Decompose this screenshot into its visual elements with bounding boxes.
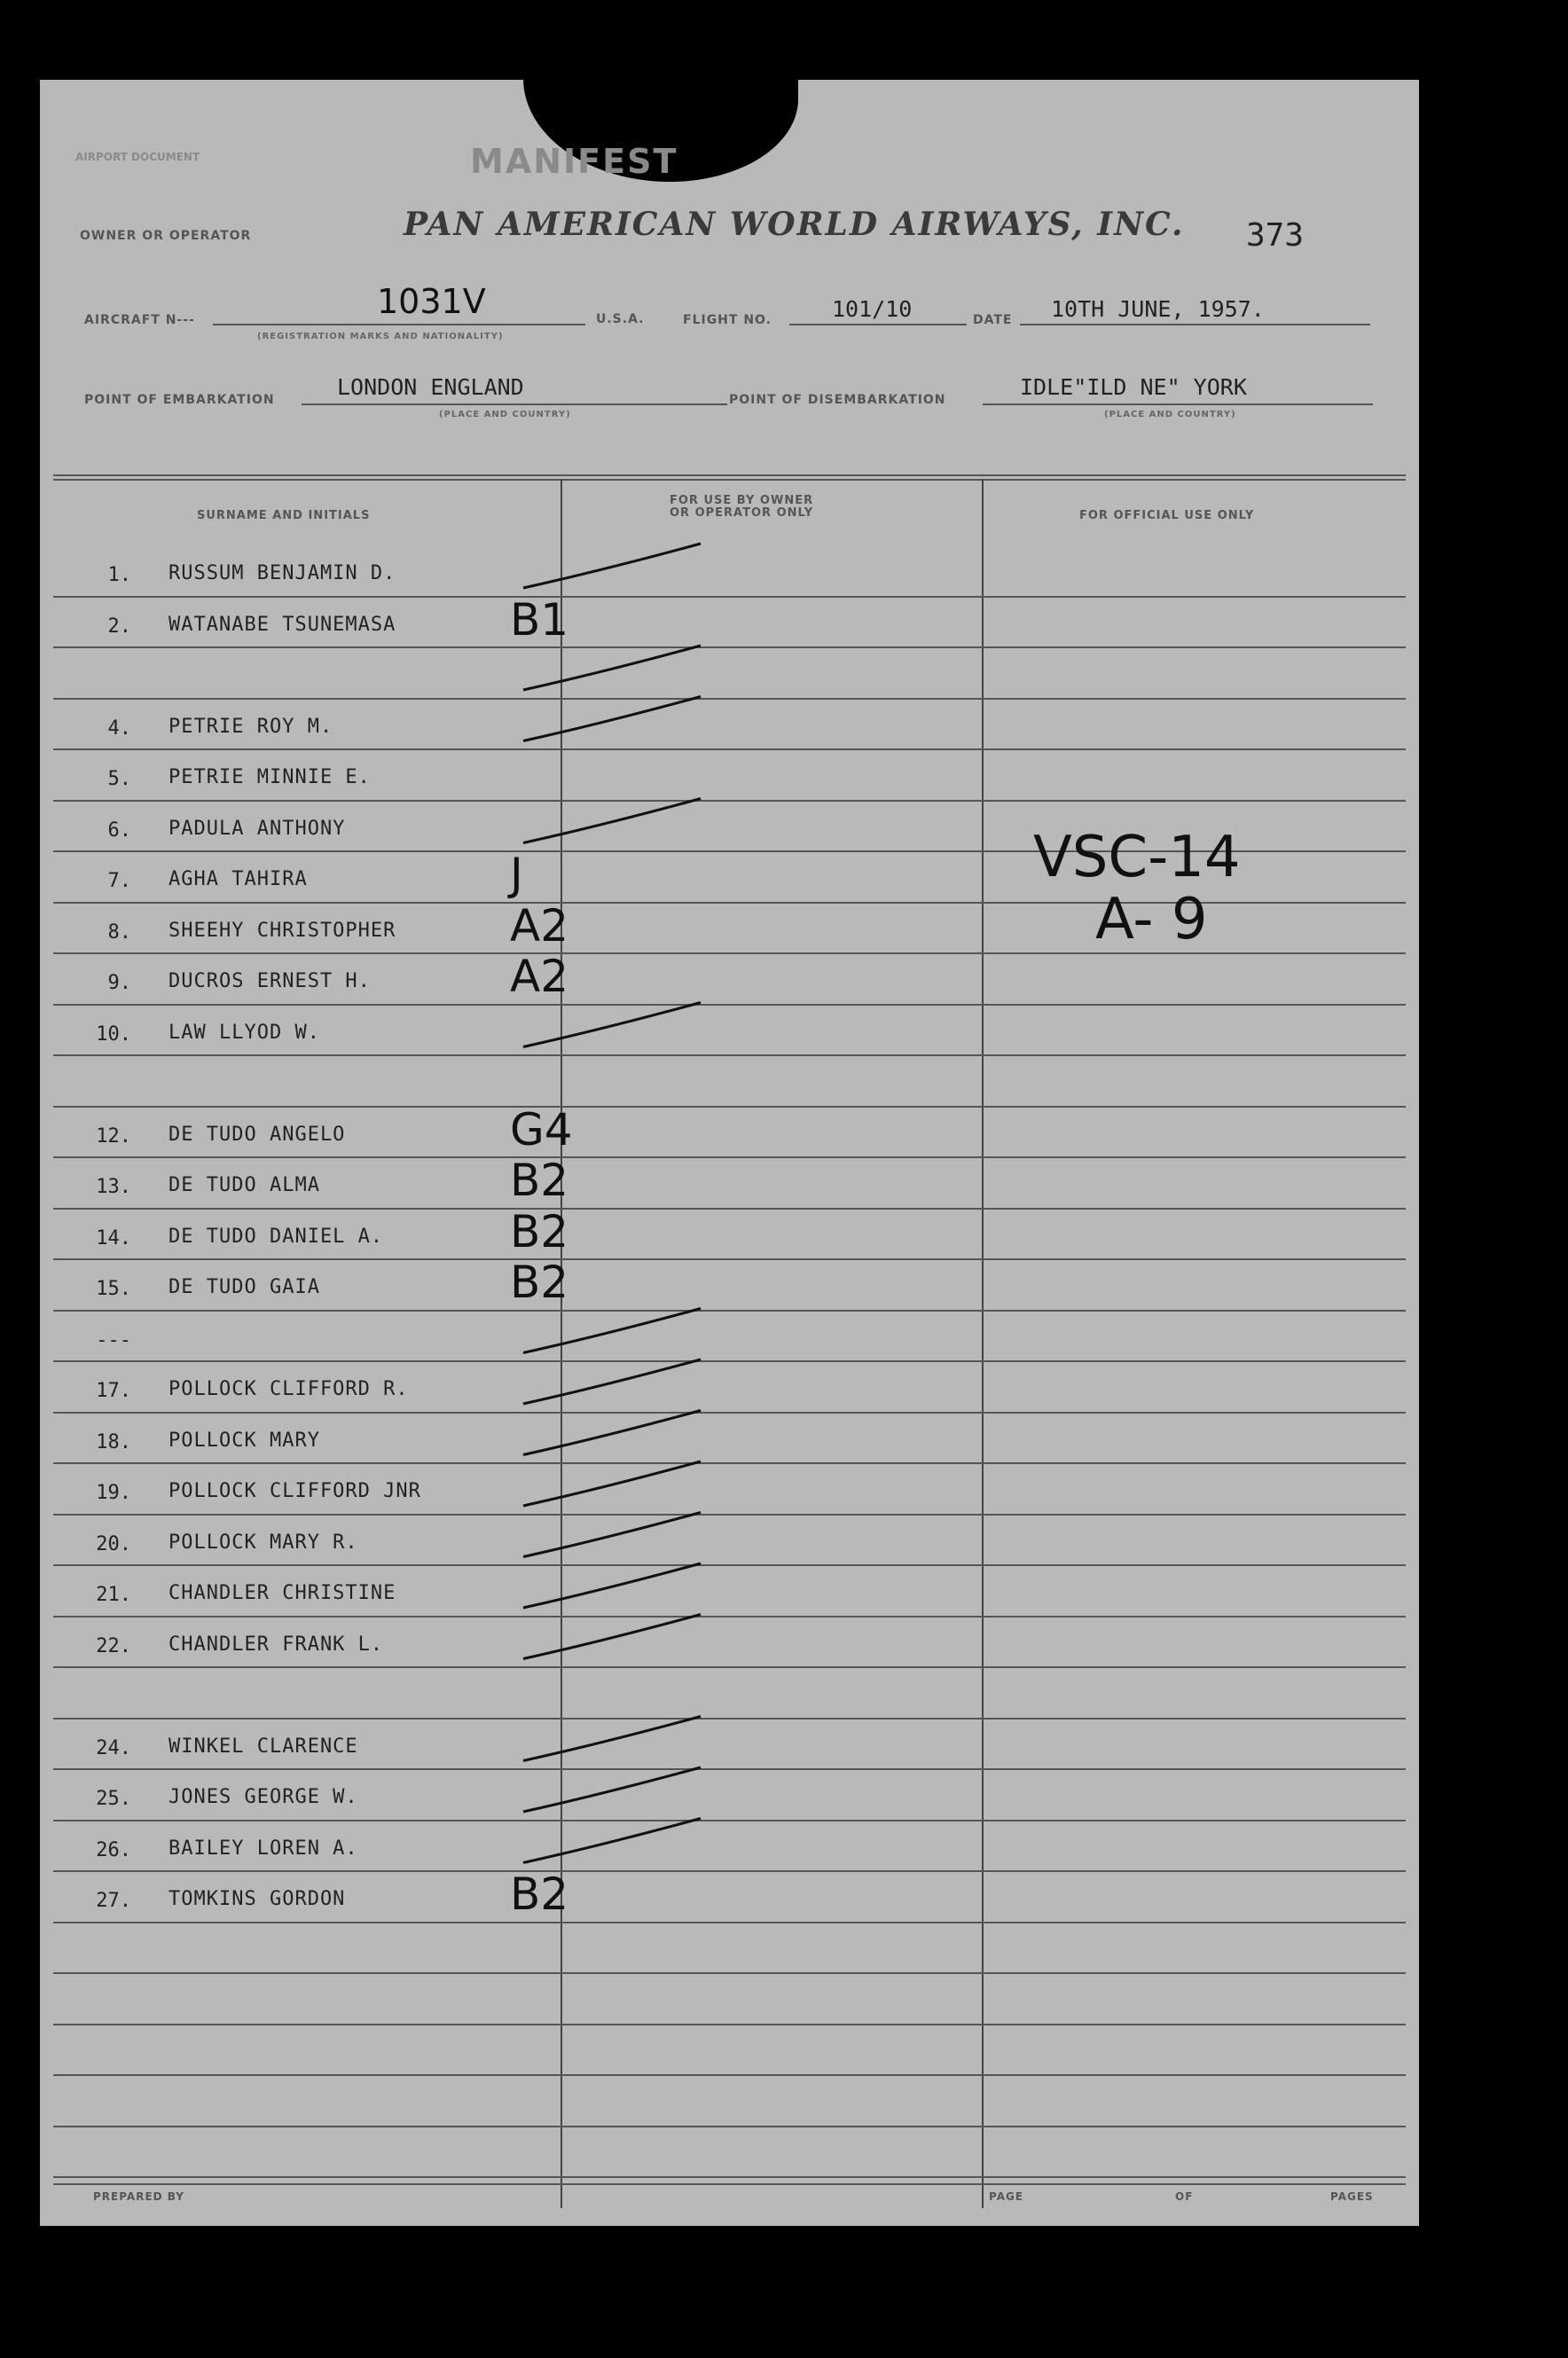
embark-underline [302, 403, 727, 405]
disembark-underline [983, 403, 1373, 405]
row-number: 12. [96, 1124, 131, 1148]
row-rule [53, 1820, 1406, 1821]
page-label: PAGE [989, 2190, 1024, 2203]
row-rule [53, 1054, 1406, 1056]
table-top-rule [53, 474, 1406, 476]
aircraft-underline [213, 324, 585, 325]
row-number: 22. [96, 1634, 131, 1657]
row-number: 21. [96, 1584, 131, 1606]
embark-label: POINT OF EMBARKATION [84, 393, 275, 407]
passenger-name: POLLOCK CLIFFORD R. [169, 1378, 409, 1400]
row-rule [53, 1156, 1406, 1158]
date-value: 10TH JUNE, 1957. [1051, 296, 1265, 322]
passenger-name: DUCROS ERNEST H. [169, 970, 371, 992]
passenger-name: DE TUDO DANIEL A. [169, 1225, 384, 1248]
row-rule [53, 1258, 1406, 1260]
passenger-name: PADULA ANTHONY [169, 817, 346, 840]
passenger-name: CHANDLER FRANK L. [169, 1633, 384, 1656]
row-rule [53, 1616, 1406, 1618]
row-number: 19. [96, 1482, 131, 1504]
row-number: 17. [96, 1380, 131, 1402]
row-number: 2. [107, 615, 131, 638]
row-number: 5. [107, 768, 131, 790]
stamp: AIRPORT DOCUMENT [75, 151, 200, 163]
passenger-name: DE TUDO ANGELO [169, 1123, 346, 1146]
row-number: 4. [107, 717, 131, 740]
embark-place-sub: (PLACE AND COUNTRY) [439, 410, 571, 419]
aircraft-value: 1031V [377, 282, 486, 321]
table-top-rule-2 [53, 479, 1406, 481]
passenger-name: POLLOCK MARY [169, 1429, 320, 1452]
form-title: MANIFEST [470, 142, 678, 181]
disembark-place-sub: (PLACE AND COUNTRY) [1104, 410, 1236, 419]
row-rule [53, 2024, 1406, 2025]
passenger-name: DE TUDO ALMA [169, 1174, 320, 1196]
handwritten-class-code: A2 [510, 899, 569, 952]
flight-underline [789, 324, 967, 325]
disembark-label: POINT OF DISEMBARKATION [729, 393, 946, 407]
footer-rule [53, 2183, 1406, 2185]
passenger-name: WINKEL CLARENCE [169, 1735, 358, 1758]
owner-label: OWNER OR OPERATOR [80, 229, 252, 243]
row-number: 25. [96, 1788, 131, 1810]
row-rule [53, 1514, 1406, 1516]
col-official-header: FOR OFFICIAL USE ONLY [1079, 509, 1255, 522]
row-rule [53, 1922, 1406, 1923]
row-rule [53, 1004, 1406, 1006]
row-number: 27. [96, 1890, 131, 1912]
col-owner-header: FOR USE BY OWNER OR OPERATOR ONLY [670, 494, 814, 520]
row-rule [53, 1870, 1406, 1872]
passenger-name: RUSSUM BENJAMIN D. [169, 562, 396, 584]
row-number: 6. [107, 819, 131, 842]
row-number: 13. [96, 1176, 131, 1198]
page-number: 373 [1246, 217, 1305, 254]
embark-value: LONDON ENGLAND [337, 374, 524, 400]
col-surname-header: SURNAME AND INITIALS [197, 509, 371, 522]
passenger-name: BAILEY LOREN A. [169, 1837, 358, 1860]
passenger-name: WATANABE TSUNEMASA [169, 613, 396, 636]
row-number: 14. [96, 1226, 131, 1250]
passenger-name: JONES GEORGE W. [169, 1786, 358, 1808]
row-rule [53, 952, 1406, 954]
handwritten-class-code: J [510, 849, 523, 900]
row-rule [53, 698, 1406, 700]
handwritten-class-code: A2 [510, 951, 569, 1002]
row-rule [53, 1412, 1406, 1414]
passenger-name: DE TUDO GAIA [169, 1276, 320, 1298]
passenger-name: SHEEHY CHRISTOPHER [169, 919, 396, 942]
flight-label: FLIGHT NO. [683, 313, 772, 327]
handwritten-class-code: B2 [510, 1868, 569, 1920]
row-rule [53, 1718, 1406, 1720]
row-number: 9. [107, 972, 131, 994]
row-rule [53, 800, 1406, 802]
passenger-name: CHANDLER CHRISTINE [169, 1582, 396, 1604]
row-rule [53, 596, 1406, 598]
airline-name: PAN AMERICAN WORLD AIRWAYS, INC. [404, 206, 1185, 243]
row-rule [53, 1768, 1406, 1770]
handwritten-class-code: G4 [510, 1103, 573, 1155]
aircraft-label: AIRCRAFT N--- [84, 313, 195, 327]
row-number: 10. [96, 1022, 131, 1046]
row-rule [53, 2074, 1406, 2076]
passenger-name: PETRIE MINNIE E. [169, 766, 371, 788]
row-number: --- [96, 1328, 131, 1351]
row-number: 18. [96, 1430, 131, 1453]
row-number: 20. [96, 1532, 131, 1555]
row-rule [53, 646, 1406, 648]
passenger-name: TOMKINS GORDON [169, 1888, 346, 1910]
row-rule [53, 1564, 1406, 1566]
date-label: DATE [973, 313, 1013, 327]
row-number: 15. [96, 1278, 131, 1300]
usa-label: U.S.A. [596, 312, 645, 326]
date-underline [1020, 324, 1370, 325]
row-number: 26. [96, 1838, 131, 1861]
official-note-1: VSC-14 [1033, 825, 1241, 890]
row-rule [53, 2176, 1406, 2178]
row-number: 7. [107, 870, 131, 892]
row-rule [53, 1972, 1406, 1974]
row-number: 8. [107, 920, 131, 944]
row-rule [53, 1462, 1406, 1464]
pages-label: PAGES [1330, 2190, 1374, 2203]
column-divider-2 [982, 479, 984, 2208]
passenger-name: PETRIE ROY M. [169, 715, 333, 738]
official-note-2: A- 9 [1095, 887, 1208, 952]
passenger-name: POLLOCK MARY R. [169, 1531, 358, 1554]
handwritten-class-code: B1 [510, 593, 569, 646]
disembark-value: IDLE"ILD NE" YORK [1020, 374, 1247, 400]
handwritten-class-code: B2 [510, 1205, 569, 1257]
row-rule [53, 1666, 1406, 1668]
row-rule [53, 748, 1406, 750]
row-rule [53, 1360, 1406, 1362]
prepared-by-label: PREPARED BY [93, 2190, 184, 2203]
handwritten-class-code: B2 [510, 1257, 569, 1308]
of-label: OF [1175, 2190, 1194, 2203]
row-rule [53, 1106, 1406, 1108]
row-number: 1. [107, 564, 131, 586]
registration-sub: (REGISTRATION MARKS AND NATIONALITY) [257, 332, 504, 341]
passenger-name: POLLOCK CLIFFORD JNR [169, 1480, 421, 1502]
row-rule [53, 1310, 1406, 1312]
column-divider-1 [561, 479, 562, 2208]
handwritten-class-code: B2 [510, 1155, 569, 1206]
row-rule [53, 1208, 1406, 1210]
row-rule [53, 2126, 1406, 2127]
passenger-name: AGHA TAHIRA [169, 868, 308, 890]
passenger-name: LAW LLYOD W. [169, 1021, 320, 1044]
row-number: 24. [96, 1736, 131, 1759]
flight-value: 101/10 [832, 296, 913, 322]
